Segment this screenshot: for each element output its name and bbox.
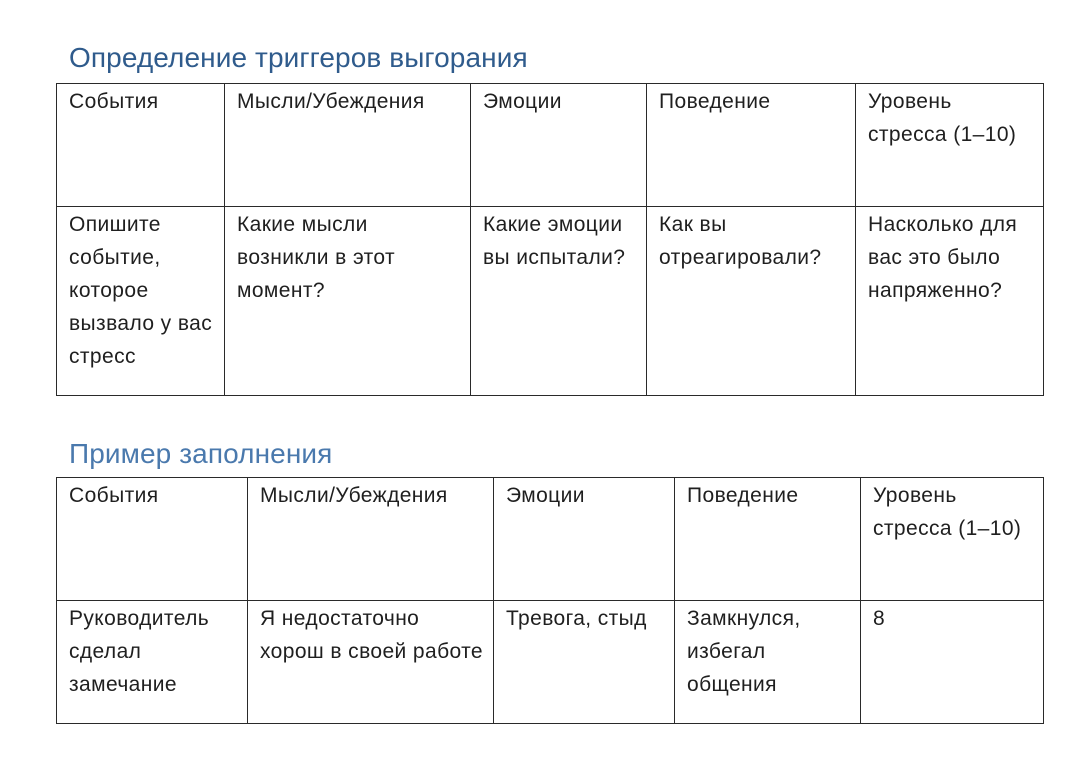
header-cell-behavior: Поведение [675,478,861,601]
table-header-row [57,84,1044,207]
header-cell-events: События [57,478,248,601]
header-cell-stress-level: Уровень стресса (1–10) [861,478,1044,601]
cell-emotions: Какие эмоции вы испытали? [471,207,647,396]
cell-thoughts: Я недостаточно хорош в своей работе [248,601,494,724]
table-row [57,207,1044,396]
header-cell-thoughts: Мысли/Убеждения [225,84,471,207]
section-title-example: Пример заполнения [69,438,333,469]
header-cell-events: События [57,84,225,207]
cell-emotions: Тревога, стыд [494,601,675,724]
cell-thoughts: Какие мысли возникли в этот момент? [225,207,471,396]
cell-behavior: Замкнулся, избегал общения [675,601,861,724]
header-cell-behavior: Поведение [647,84,856,207]
header-cell-thoughts: Мысли/Убеждения [248,478,494,601]
example-table [56,477,1044,724]
header-cell-emotions: Эмоции [471,84,647,207]
cell-stress-level: Насколько для вас это было напряженно? [856,207,1044,396]
section-title-triggers: Определение триггеров выгорания [69,42,528,73]
cell-events: Опишите событие, которое вызвало у вас стресс [57,207,225,396]
table-header-row [57,478,1044,601]
cell-stress-level: 8 [861,601,1044,724]
triggers-table [56,83,1044,396]
cell-behavior: Как вы отреагировали? [647,207,856,396]
header-cell-emotions: Эмоции [494,478,675,601]
header-cell-stress-level: Уровень стресса (1–10) [856,84,1044,207]
cell-events: Руководитель сделал замечание [57,601,248,724]
table-row [57,601,1044,724]
